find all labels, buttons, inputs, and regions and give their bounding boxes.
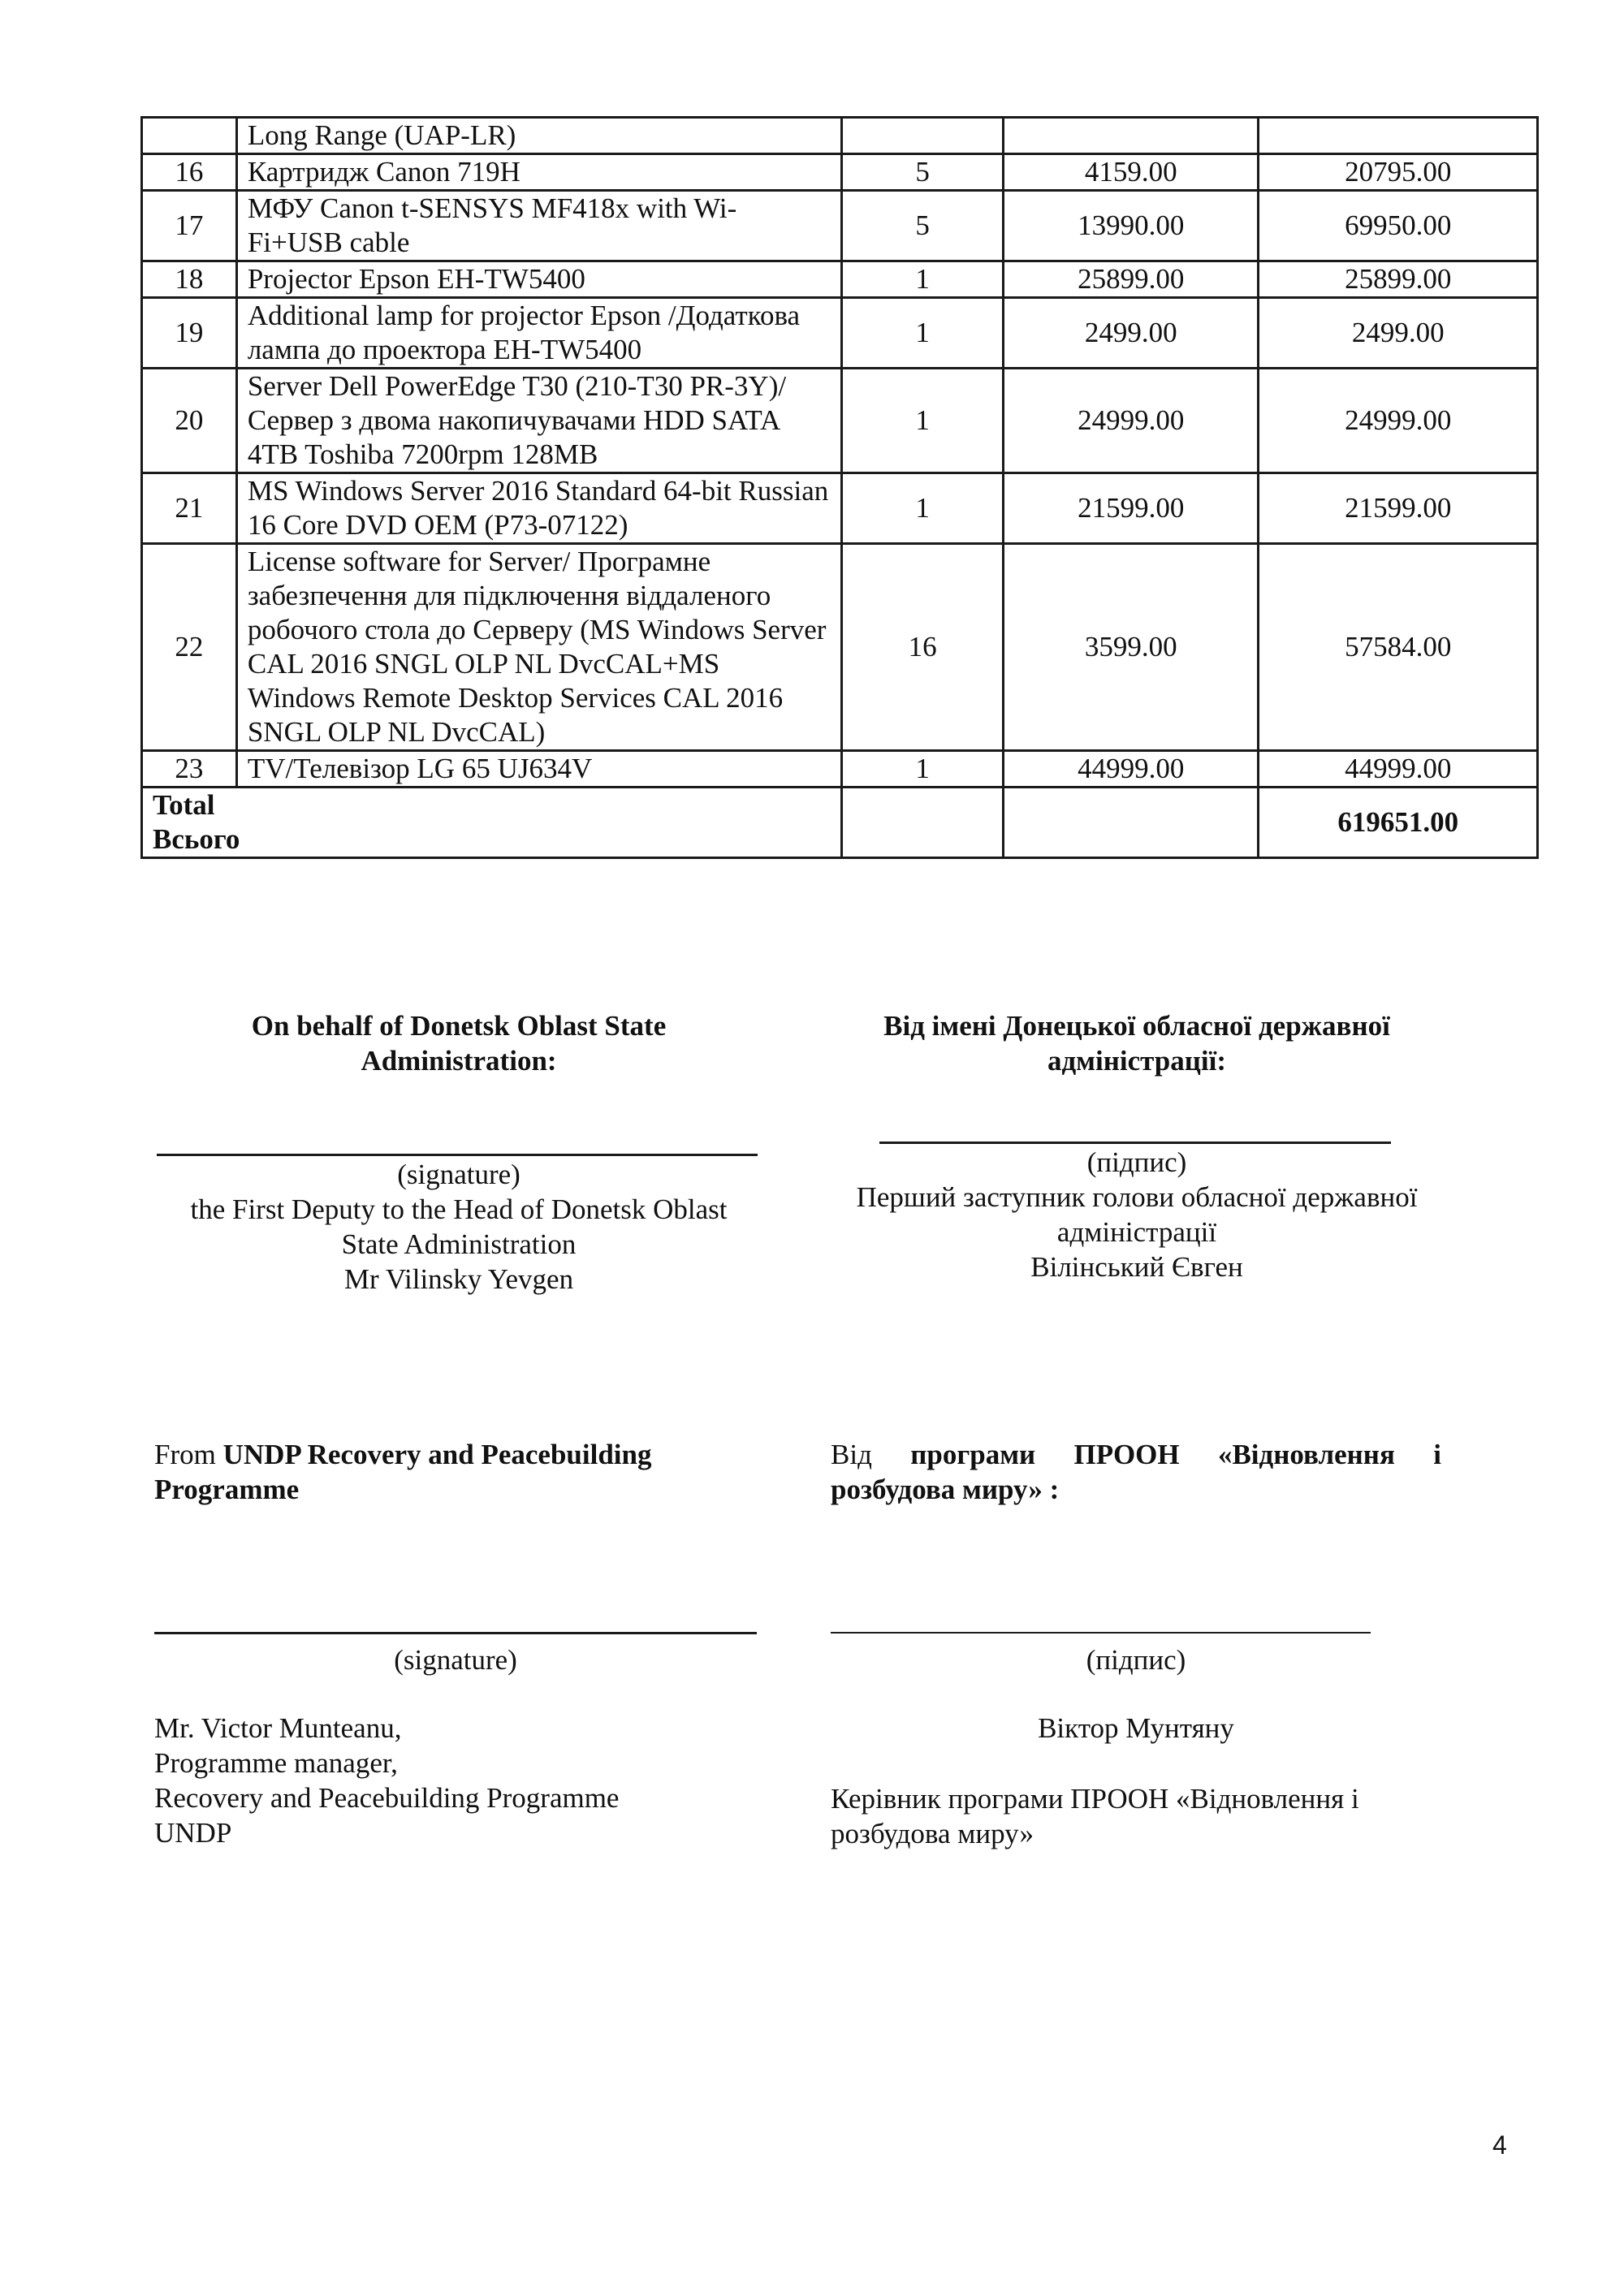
cell-description: Projector Epson EH-TW5400 — [236, 261, 842, 298]
undp-uk-signatory-role — [831, 1781, 1441, 1851]
signature-label: (signature) — [394, 1644, 517, 1676]
cell-unit-price — [1003, 118, 1259, 154]
cell-total: 69950.00 — [1259, 191, 1538, 261]
procurement-table — [140, 116, 1539, 859]
cell-total: 25899.00 — [1259, 261, 1538, 298]
signature-line — [157, 1154, 758, 1156]
signatory-title: розбудова миру» — [831, 1818, 1034, 1849]
cell-total: 44999.00 — [1259, 751, 1538, 788]
signature-label: (підпис) — [1086, 1644, 1186, 1676]
cell-unit-price: 25899.00 — [1003, 261, 1259, 298]
heading-line: Від імені Донецької обласної державної — [883, 1010, 1390, 1042]
signatory-name: Віктор Мунтяну — [1038, 1712, 1234, 1744]
total-label-en: Total — [153, 789, 215, 821]
signatory-name: Mr. Victor Munteanu, — [154, 1712, 402, 1744]
oblast-en-signatory — [154, 1157, 763, 1297]
signature-line — [879, 1142, 1391, 1144]
cell-qty: 1 — [842, 261, 1004, 298]
cell-unit-price: 13990.00 — [1003, 191, 1259, 261]
table-row — [142, 298, 1538, 369]
heading-line: розбудова миру» : — [831, 1474, 1060, 1505]
cell-description: МФУ Canon t-SENSYS MF418x with Wi-Fi+USB cable — [236, 191, 842, 261]
signatory-title: Перший заступник голови обласної державної — [856, 1181, 1418, 1213]
heading-line — [154, 1437, 755, 1472]
heading-line: Administration: — [361, 1045, 557, 1077]
total-label-uk: Всього — [153, 823, 240, 855]
cell-no — [142, 118, 237, 154]
cell-no: 16 — [142, 154, 237, 191]
cell-no: 18 — [142, 261, 237, 298]
cell-qty: 5 — [842, 191, 1004, 261]
cell-unit-price: 44999.00 — [1003, 751, 1259, 788]
cell-description: License software for Server/ Програмне забезпечення для підключення віддаленого робочого стола до Серверу (MS Windows Server CAL 2016 SNGL OLP NL DvcCAL+MS Windows Remote Desktop Services CAL 2016 SNGL OLP NL DvcCAL) — [236, 544, 842, 751]
table-row — [142, 191, 1538, 261]
signatory-title: the First Deputy to the Head of Donetsk Oblast — [190, 1193, 728, 1225]
table-total-row — [142, 788, 1538, 858]
page-number: 4 — [1492, 2130, 1507, 2160]
signatory-org: UNDP — [154, 1817, 232, 1849]
cell-no: 22 — [142, 544, 237, 751]
total-qty-cell — [842, 788, 1004, 858]
total-price-cell — [1003, 788, 1259, 858]
table-row — [142, 544, 1538, 751]
cell-description: Additional lamp for projector Epson /Додаткова лампа до проектора EH-TW5400 — [236, 298, 842, 369]
cell-qty: 1 — [842, 751, 1004, 788]
cell-unit-price: 24999.00 — [1003, 369, 1259, 473]
signature-line — [154, 1632, 757, 1634]
cell-total: 20795.00 — [1259, 154, 1538, 191]
table-row — [142, 369, 1538, 473]
table-row — [142, 154, 1538, 191]
cell-description: Server Dell PowerEdge T30 (210-T30 PR-3Y)/Сервер з двома накопичувачами HDD SATA 4TB Toshiba 7200rpm 128MB — [236, 369, 842, 473]
cell-description: Картридж Canon 719H — [236, 154, 842, 191]
cell-total: 21599.00 — [1259, 473, 1538, 544]
heading-prefix: Від — [831, 1439, 872, 1470]
heading-word: «Відновлення — [1217, 1439, 1395, 1470]
heading-line — [831, 1437, 1441, 1472]
heading-line: адміністрації: — [1047, 1045, 1227, 1077]
total-label-cell — [142, 788, 842, 858]
cell-qty — [842, 118, 1004, 154]
signatory-name: Вілінський Євген — [1030, 1251, 1243, 1283]
oblast-uk-signatory — [824, 1145, 1449, 1284]
cell-no: 23 — [142, 751, 237, 788]
cell-unit-price: 4159.00 — [1003, 154, 1259, 191]
table-row — [142, 751, 1538, 788]
heading-word: ПРООН — [1073, 1439, 1180, 1470]
cell-description: MS Windows Server 2016 Standard 64-bit Russian 16 Core DVD OEM (P73-07122) — [236, 473, 842, 544]
grand-total: 619651.00 — [1259, 788, 1538, 858]
heading-programme: UNDP Recovery and Peacebuilding — [222, 1439, 652, 1470]
signatory-title: State Administration — [341, 1228, 577, 1260]
undp-en-heading — [154, 1437, 755, 1507]
table-row-continuation — [142, 118, 1538, 154]
table-row — [142, 473, 1538, 544]
cell-qty: 1 — [842, 473, 1004, 544]
signature-label: (підпис) — [1086, 1146, 1187, 1178]
cell-description: TV/Телевізор LG 65 UJ634V — [236, 751, 842, 788]
signatory-title: адміністрації — [1056, 1216, 1217, 1248]
heading-prefix: From — [154, 1439, 216, 1470]
heading-line: On behalf of Donetsk Oblast State — [251, 1010, 667, 1042]
cell-qty: 1 — [842, 298, 1004, 369]
signatory-name: Mr Vilinsky Yevgen — [343, 1263, 574, 1295]
cell-qty: 16 — [842, 544, 1004, 751]
cell-no: 19 — [142, 298, 237, 369]
cell-unit-price: 3599.00 — [1003, 544, 1259, 751]
oblast-uk-heading — [824, 1008, 1449, 1078]
cell-unit-price: 21599.00 — [1003, 473, 1259, 544]
cell-unit-price: 2499.00 — [1003, 298, 1259, 369]
cell-no: 21 — [142, 473, 237, 544]
signatory-title: Programme manager, — [154, 1747, 398, 1779]
undp-uk-heading — [831, 1437, 1441, 1507]
cell-qty: 5 — [842, 154, 1004, 191]
heading-word: програми — [910, 1439, 1036, 1470]
oblast-en-heading — [154, 1008, 763, 1078]
cell-total: 2499.00 — [1259, 298, 1538, 369]
cell-no: 17 — [142, 191, 237, 261]
cell-no: 20 — [142, 369, 237, 473]
signature-line — [831, 1632, 1371, 1634]
cell-total — [1259, 118, 1538, 154]
signatory-programme: Recovery and Peacebuilding Programme — [154, 1782, 620, 1814]
signatory-title: Керівник програми ПРООН «Відновлення і — [831, 1783, 1359, 1815]
signature-label: (signature) — [397, 1159, 520, 1190]
cell-qty: 1 — [842, 369, 1004, 473]
cell-total: 57584.00 — [1259, 544, 1538, 751]
undp-en-signatory — [154, 1711, 755, 1850]
heading-line: Programme — [154, 1474, 300, 1505]
table-row — [142, 261, 1538, 298]
cell-total: 24999.00 — [1259, 369, 1538, 473]
heading-word: і — [1433, 1439, 1441, 1470]
cell-description: Long Range (UAP-LR) — [236, 118, 842, 154]
